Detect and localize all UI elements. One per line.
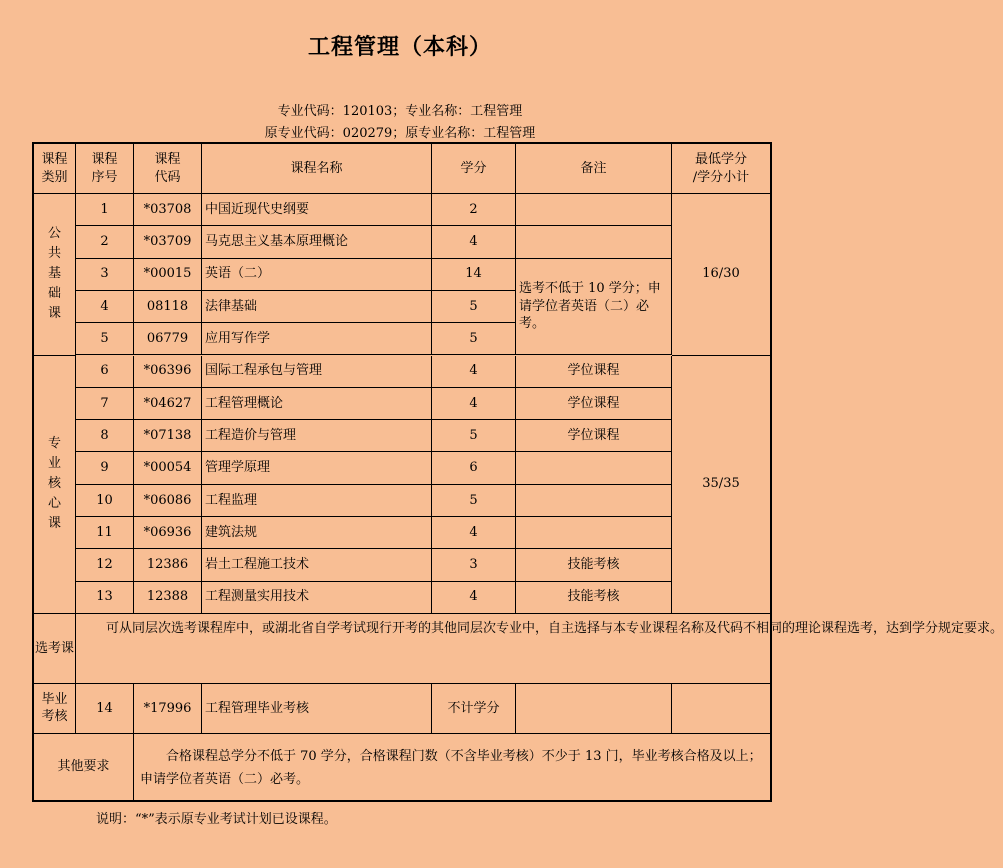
course-name: 英语（二） bbox=[202, 259, 432, 291]
course-seq: 10 bbox=[76, 485, 134, 517]
header-credit: 学分 bbox=[432, 144, 516, 194]
course-seq: 3 bbox=[76, 259, 134, 291]
header-code: 课程 代码 bbox=[134, 144, 202, 194]
course-credit: 4 bbox=[432, 582, 516, 614]
course-code: 12388 bbox=[134, 582, 202, 614]
major-code-line: 专业代码：120103；专业名称：工程管理 bbox=[277, 104, 523, 119]
course-seq: 6 bbox=[76, 356, 134, 388]
course-code: *06086 bbox=[134, 485, 202, 517]
course-remark bbox=[516, 194, 672, 226]
course-credit: 4 bbox=[432, 517, 516, 549]
graduation-credit: 不计学分 bbox=[432, 684, 516, 734]
course-code: 08118 bbox=[134, 291, 202, 323]
footnote: 说明：“*”表示原专业考试计划已设课程。 bbox=[96, 812, 337, 827]
course-name: 工程造价与管理 bbox=[202, 420, 432, 452]
course-name: 工程监理 bbox=[202, 485, 432, 517]
course-remark: 技能考核 bbox=[516, 549, 672, 581]
course-seq: 7 bbox=[76, 388, 134, 420]
course-credit: 4 bbox=[432, 356, 516, 388]
course-name: 工程管理概论 bbox=[202, 388, 432, 420]
course-remark: 学位课程 bbox=[516, 420, 672, 452]
course-code: *07138 bbox=[134, 420, 202, 452]
course-name: 建筑法规 bbox=[202, 517, 432, 549]
course-name: 应用写作学 bbox=[202, 323, 432, 355]
graduation-seq: 14 bbox=[76, 684, 134, 734]
course-remark bbox=[516, 517, 672, 549]
course-code: *06936 bbox=[134, 517, 202, 549]
course-name: 法律基础 bbox=[202, 291, 432, 323]
course-remark bbox=[516, 452, 672, 484]
course-credit: 4 bbox=[432, 388, 516, 420]
course-name: 马克思主义基本原理概论 bbox=[202, 226, 432, 258]
course-seq: 13 bbox=[76, 582, 134, 614]
course-name: 工程测量实用技术 bbox=[202, 582, 432, 614]
course-credit: 2 bbox=[432, 194, 516, 226]
course-remark: 技能考核 bbox=[516, 582, 672, 614]
course-seq: 8 bbox=[76, 420, 134, 452]
course-code: *06396 bbox=[134, 356, 202, 388]
course-credit: 4 bbox=[432, 226, 516, 258]
course-credit: 3 bbox=[432, 549, 516, 581]
course-name: 管理学原理 bbox=[202, 452, 432, 484]
header-category: 课程 类别 bbox=[34, 144, 76, 194]
graduation-remark bbox=[516, 684, 672, 734]
course-credit: 5 bbox=[432, 485, 516, 517]
course-seq: 2 bbox=[76, 226, 134, 258]
graduation-code: *17996 bbox=[134, 684, 202, 734]
header-name: 课程名称 bbox=[202, 144, 432, 194]
course-seq: 1 bbox=[76, 194, 134, 226]
course-code: *00054 bbox=[134, 452, 202, 484]
course-name: 国际工程承包与管理 bbox=[202, 356, 432, 388]
graduation-label: 毕业 考核 bbox=[34, 684, 76, 734]
elective-label: 选考课 bbox=[34, 614, 76, 684]
course-credit: 5 bbox=[432, 323, 516, 355]
course-remark: 学位课程 bbox=[516, 388, 672, 420]
course-code: *04627 bbox=[134, 388, 202, 420]
graduation-name: 工程管理毕业考核 bbox=[202, 684, 432, 734]
category-public: 公 共 基 础 课 bbox=[34, 194, 76, 356]
header-min-credit: 最低学分 /学分小计 bbox=[672, 144, 770, 194]
elective-text: 可从同层次选考课程库中，或湖北省自学考试现行开考的其他同层次专业中，自主选择与本专业课程名称及代码不相同的理论课程选考，达到学分规定要求。 bbox=[76, 614, 770, 684]
header-remark: 备注 bbox=[516, 144, 672, 194]
course-credit: 6 bbox=[432, 452, 516, 484]
graduation-subtotal bbox=[672, 684, 770, 734]
course-table bbox=[32, 142, 1003, 802]
course-seq: 12 bbox=[76, 549, 134, 581]
page-title: 工程管理（本科） bbox=[307, 34, 492, 60]
other-requirements-text: 合格课程总学分不低于 70 学分，合格课程门数（不含毕业考核）不少于 13 门，毕业考核合格及以上；申请学位者英语（二）必考。 bbox=[140, 748, 762, 787]
course-credit: 14 bbox=[432, 259, 516, 291]
course-code: *00015 bbox=[134, 259, 202, 291]
course-code: 06779 bbox=[134, 323, 202, 355]
course-seq: 4 bbox=[76, 291, 134, 323]
course-remark: 学位课程 bbox=[516, 356, 672, 388]
course-remark bbox=[516, 485, 672, 517]
course-credit: 5 bbox=[432, 291, 516, 323]
core-subtotal: 35/35 bbox=[672, 356, 770, 614]
course-credit: 5 bbox=[432, 420, 516, 452]
public-subtotal: 16/30 bbox=[672, 194, 770, 356]
course-seq: 11 bbox=[76, 517, 134, 549]
course-code: 12386 bbox=[134, 549, 202, 581]
original-major-code-line: 原专业代码：020279；原专业名称：工程管理 bbox=[264, 126, 536, 141]
course-name: 中国近现代史纲要 bbox=[202, 194, 432, 226]
category-core: 专 业 核 心 课 bbox=[34, 356, 76, 614]
course-code: *03708 bbox=[134, 194, 202, 226]
other-requirements-label: 其他要求 bbox=[34, 734, 134, 800]
course-seq: 5 bbox=[76, 323, 134, 355]
public-elective-remark: 选考不低于 10 学分；申请学位者英语（二）必考。 bbox=[516, 259, 672, 356]
course-remark bbox=[516, 226, 672, 258]
course-seq: 9 bbox=[76, 452, 134, 484]
course-name: 岩土工程施工技术 bbox=[202, 549, 432, 581]
course-code: *03709 bbox=[134, 226, 202, 258]
header-seq: 课程 序号 bbox=[76, 144, 134, 194]
